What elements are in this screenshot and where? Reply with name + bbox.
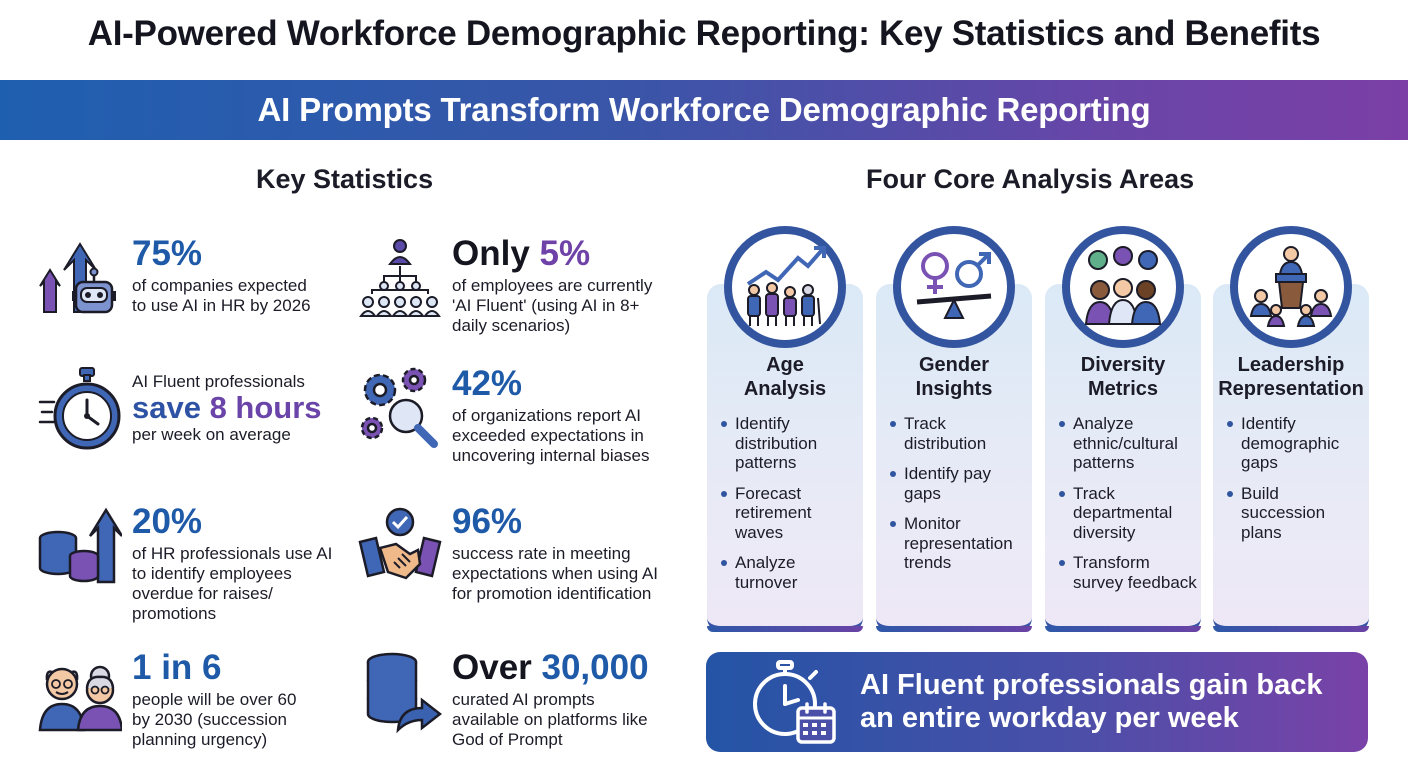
elderly-couple-icon: [38, 650, 122, 734]
subtitle-banner: [0, 80, 1408, 140]
list-item: Identify demographic gaps: [1225, 414, 1365, 473]
area-title: Diversity Metrics: [1080, 354, 1166, 400]
gears-magnifier-icon: [358, 366, 442, 450]
org-chart-icon: [358, 236, 442, 320]
stat-description: people will be over 60 by 2030 (succession planning urgency): [132, 690, 297, 750]
stat-description: success rate in meeting expectations when using AI for promotion identification: [452, 544, 659, 604]
stat-success-rate: [358, 504, 658, 604]
list-item: Monitor representation trends: [888, 514, 1028, 573]
stat-description: of employees are currently 'AI Fluent' (using AI in 8+ daily scenarios): [452, 276, 653, 336]
leader-podium-icon: [1230, 226, 1352, 348]
area-bullets: [1225, 414, 1365, 553]
area-title: Leadership Representation: [1218, 354, 1364, 400]
stat-value: 96%: [452, 502, 523, 541]
key-statistics-heading: Key Statistics: [256, 164, 434, 194]
stat-value: 8 hours: [209, 390, 322, 426]
list-item: Track distribution: [888, 414, 1028, 453]
stat-lead-text: AI Fluent professionals: [132, 372, 305, 391]
stat-ai-fluent-employees: [358, 236, 652, 336]
stat-prefix: save: [132, 390, 210, 426]
stat-description: of companies expected to use AI in HR by 2026: [132, 276, 311, 316]
core-areas-heading: Four Core Analysis Areas: [866, 164, 1195, 194]
area-bullets: [1057, 414, 1197, 603]
diverse-people-icon: [1062, 226, 1184, 348]
stat-curated-prompts: [358, 650, 649, 750]
list-item: Transform survey feedback: [1057, 553, 1197, 592]
stat-description: of organizations report AI exceeded expectations in uncovering internal biases: [452, 406, 650, 466]
area-bullets: [719, 414, 859, 603]
stat-description: curated AI prompts available on platforms like God of Prompt: [452, 690, 648, 750]
stat-aging-population: [38, 650, 296, 750]
area-title: Age Analysis: [743, 354, 827, 400]
stopwatch-calendar-icon: [746, 660, 838, 746]
stat-value: 30,000: [541, 648, 649, 687]
list-item: Build succession plans: [1225, 484, 1365, 543]
stat-overdue-promotions: [38, 504, 332, 624]
stat-ai-in-hr: [38, 236, 311, 320]
area-bullets: [888, 414, 1028, 584]
stat-value: 42%: [452, 364, 523, 403]
page-title: AI-Powered Workforce Demographic Reporting: Key Statistics and Benefits: [87, 14, 1321, 53]
stat-value: 1 in 6: [132, 648, 222, 687]
list-item: Identify distribution patterns: [719, 414, 859, 473]
stat-description: per week on average: [132, 424, 291, 444]
area-title: Gender Insights: [915, 354, 993, 400]
banner-text: AI Prompts Transform Workforce Demographic Reporting: [257, 91, 1151, 128]
list-item: Analyze ethnic/cultural patterns: [1057, 414, 1197, 473]
callout-text: AI Fluent professionals gain back an entire workday per week: [860, 669, 1323, 735]
list-item: Analyze turnover: [719, 553, 859, 592]
handshake-check-icon: [358, 504, 442, 588]
stat-bias-detection: [358, 366, 650, 466]
stat-prefix: Over: [452, 648, 542, 687]
coins-arrow-icon: [38, 504, 122, 588]
list-item: Forecast retirement waves: [719, 484, 859, 543]
database-export-icon: [358, 650, 442, 734]
list-item: Track departmental diversity: [1057, 484, 1197, 543]
stat-value: 5%: [539, 234, 591, 273]
stat-time-saved: [38, 366, 322, 450]
workday-callout: [706, 652, 1368, 752]
stopwatch-icon: [38, 366, 122, 450]
age-group-growth-icon: [724, 226, 846, 348]
growth-arrow-robot-icon: [38, 236, 122, 320]
stat-description: of HR professionals use AI to identify employees overdue for raises/ promotions: [132, 544, 333, 624]
stat-value: 20%: [132, 502, 203, 541]
stat-prefix: Only: [452, 234, 540, 273]
list-item: Identify pay gaps: [888, 464, 1028, 503]
gender-balance-icon: [893, 226, 1015, 348]
stat-value: 75%: [132, 234, 203, 273]
